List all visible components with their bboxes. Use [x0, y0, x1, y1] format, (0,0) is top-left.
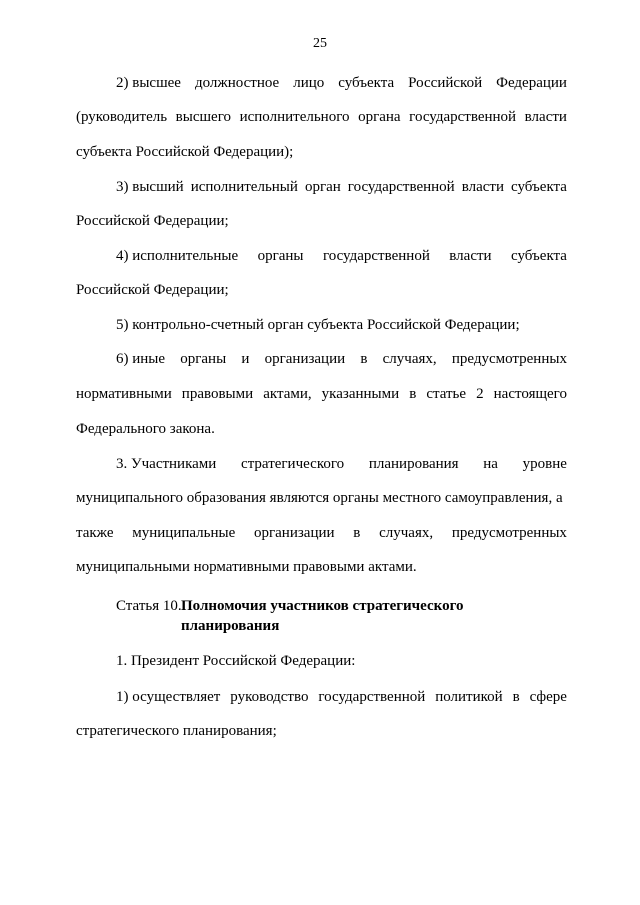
word: субъекта [338, 75, 395, 91]
word: планирования [368, 456, 459, 472]
word: исполнительный [190, 179, 298, 195]
word: власти [461, 179, 504, 195]
word: случаях, [379, 525, 434, 541]
word: государственной [347, 179, 455, 195]
word: государственной [318, 689, 426, 705]
word: предусмотренных [451, 525, 567, 541]
word: случаях, [382, 351, 437, 367]
word: власти [524, 109, 567, 125]
word: сфере [529, 689, 567, 705]
paragraph-line: субъекта Российской Федерации); [76, 144, 294, 160]
paragraph-line: Российской Федерации; [76, 213, 229, 229]
word: нормативными [76, 386, 172, 402]
article-title: Полномочия участников стратегического [181, 598, 464, 614]
paragraph-line [116, 688, 567, 706]
word: 4) исполнительные [116, 248, 239, 264]
paragraph-line: 1. Президент Российской Федерации: [116, 653, 356, 669]
word: в [409, 386, 417, 402]
word: орган [304, 179, 341, 195]
word: Федерации [496, 75, 567, 91]
paragraph-line: муниципальными нормативными правовыми актами. [76, 559, 417, 575]
word: в [353, 525, 361, 541]
word: уровне [522, 456, 567, 472]
word: государственной [409, 109, 517, 125]
paragraph-line [116, 74, 567, 92]
paragraph-line: Федерального закона. [76, 421, 215, 437]
article-title-continued: планирования [181, 618, 280, 634]
word: (руководитель [76, 109, 168, 125]
word: актами, [263, 386, 312, 402]
word: 3) высший [116, 179, 184, 195]
paragraph-line [76, 108, 567, 126]
paragraph-line [116, 178, 567, 196]
word: организации [264, 351, 346, 367]
word: власти [449, 248, 492, 264]
paragraph-line: муниципального образования являются органы местного самоуправления, а [76, 490, 563, 506]
word: органы [180, 351, 227, 367]
paragraph-line [116, 350, 567, 368]
word: органы [257, 248, 304, 264]
word: государственной [322, 248, 430, 264]
paragraph-line [76, 524, 567, 542]
word: органа [358, 109, 401, 125]
paragraph-line [76, 385, 567, 403]
word: исполнительного [239, 109, 350, 125]
article-number: Статья 10. [116, 598, 182, 614]
word: указанными [321, 386, 400, 402]
word: статье [426, 386, 467, 402]
word: организации [254, 525, 335, 541]
word: в [512, 689, 520, 705]
word: 2 [476, 386, 484, 402]
word: в [360, 351, 368, 367]
word: на [483, 456, 498, 472]
word: 1) осуществляет [116, 689, 221, 705]
page-number: 25 [313, 36, 327, 51]
word: 2) высшее [116, 75, 181, 91]
paragraph-line: 5) контрольно-счетный орган субъекта Российской Федерации; [116, 317, 520, 333]
word: высшего [175, 109, 231, 125]
paragraph-line [116, 455, 567, 473]
word: лицо [293, 75, 325, 91]
word: также [76, 525, 114, 541]
word: муниципальные [132, 525, 236, 541]
word: правовыми [181, 386, 254, 402]
word: субъекта [511, 179, 567, 195]
word: руководство [230, 689, 309, 705]
word: и [241, 351, 250, 367]
word: должностное [194, 75, 280, 91]
paragraph-line: стратегического планирования; [76, 723, 277, 739]
word: 3. Участниками [116, 456, 217, 472]
word: субъекта [511, 248, 567, 264]
paragraph-line [116, 247, 567, 265]
word: 6) иные [116, 351, 166, 367]
paragraph-line: Российской Федерации; [76, 282, 229, 298]
word: политикой [435, 689, 503, 705]
word: Российской [408, 75, 483, 91]
word: стратегического [241, 456, 345, 472]
word: настоящего [493, 386, 567, 402]
word: предусмотренных [451, 351, 567, 367]
